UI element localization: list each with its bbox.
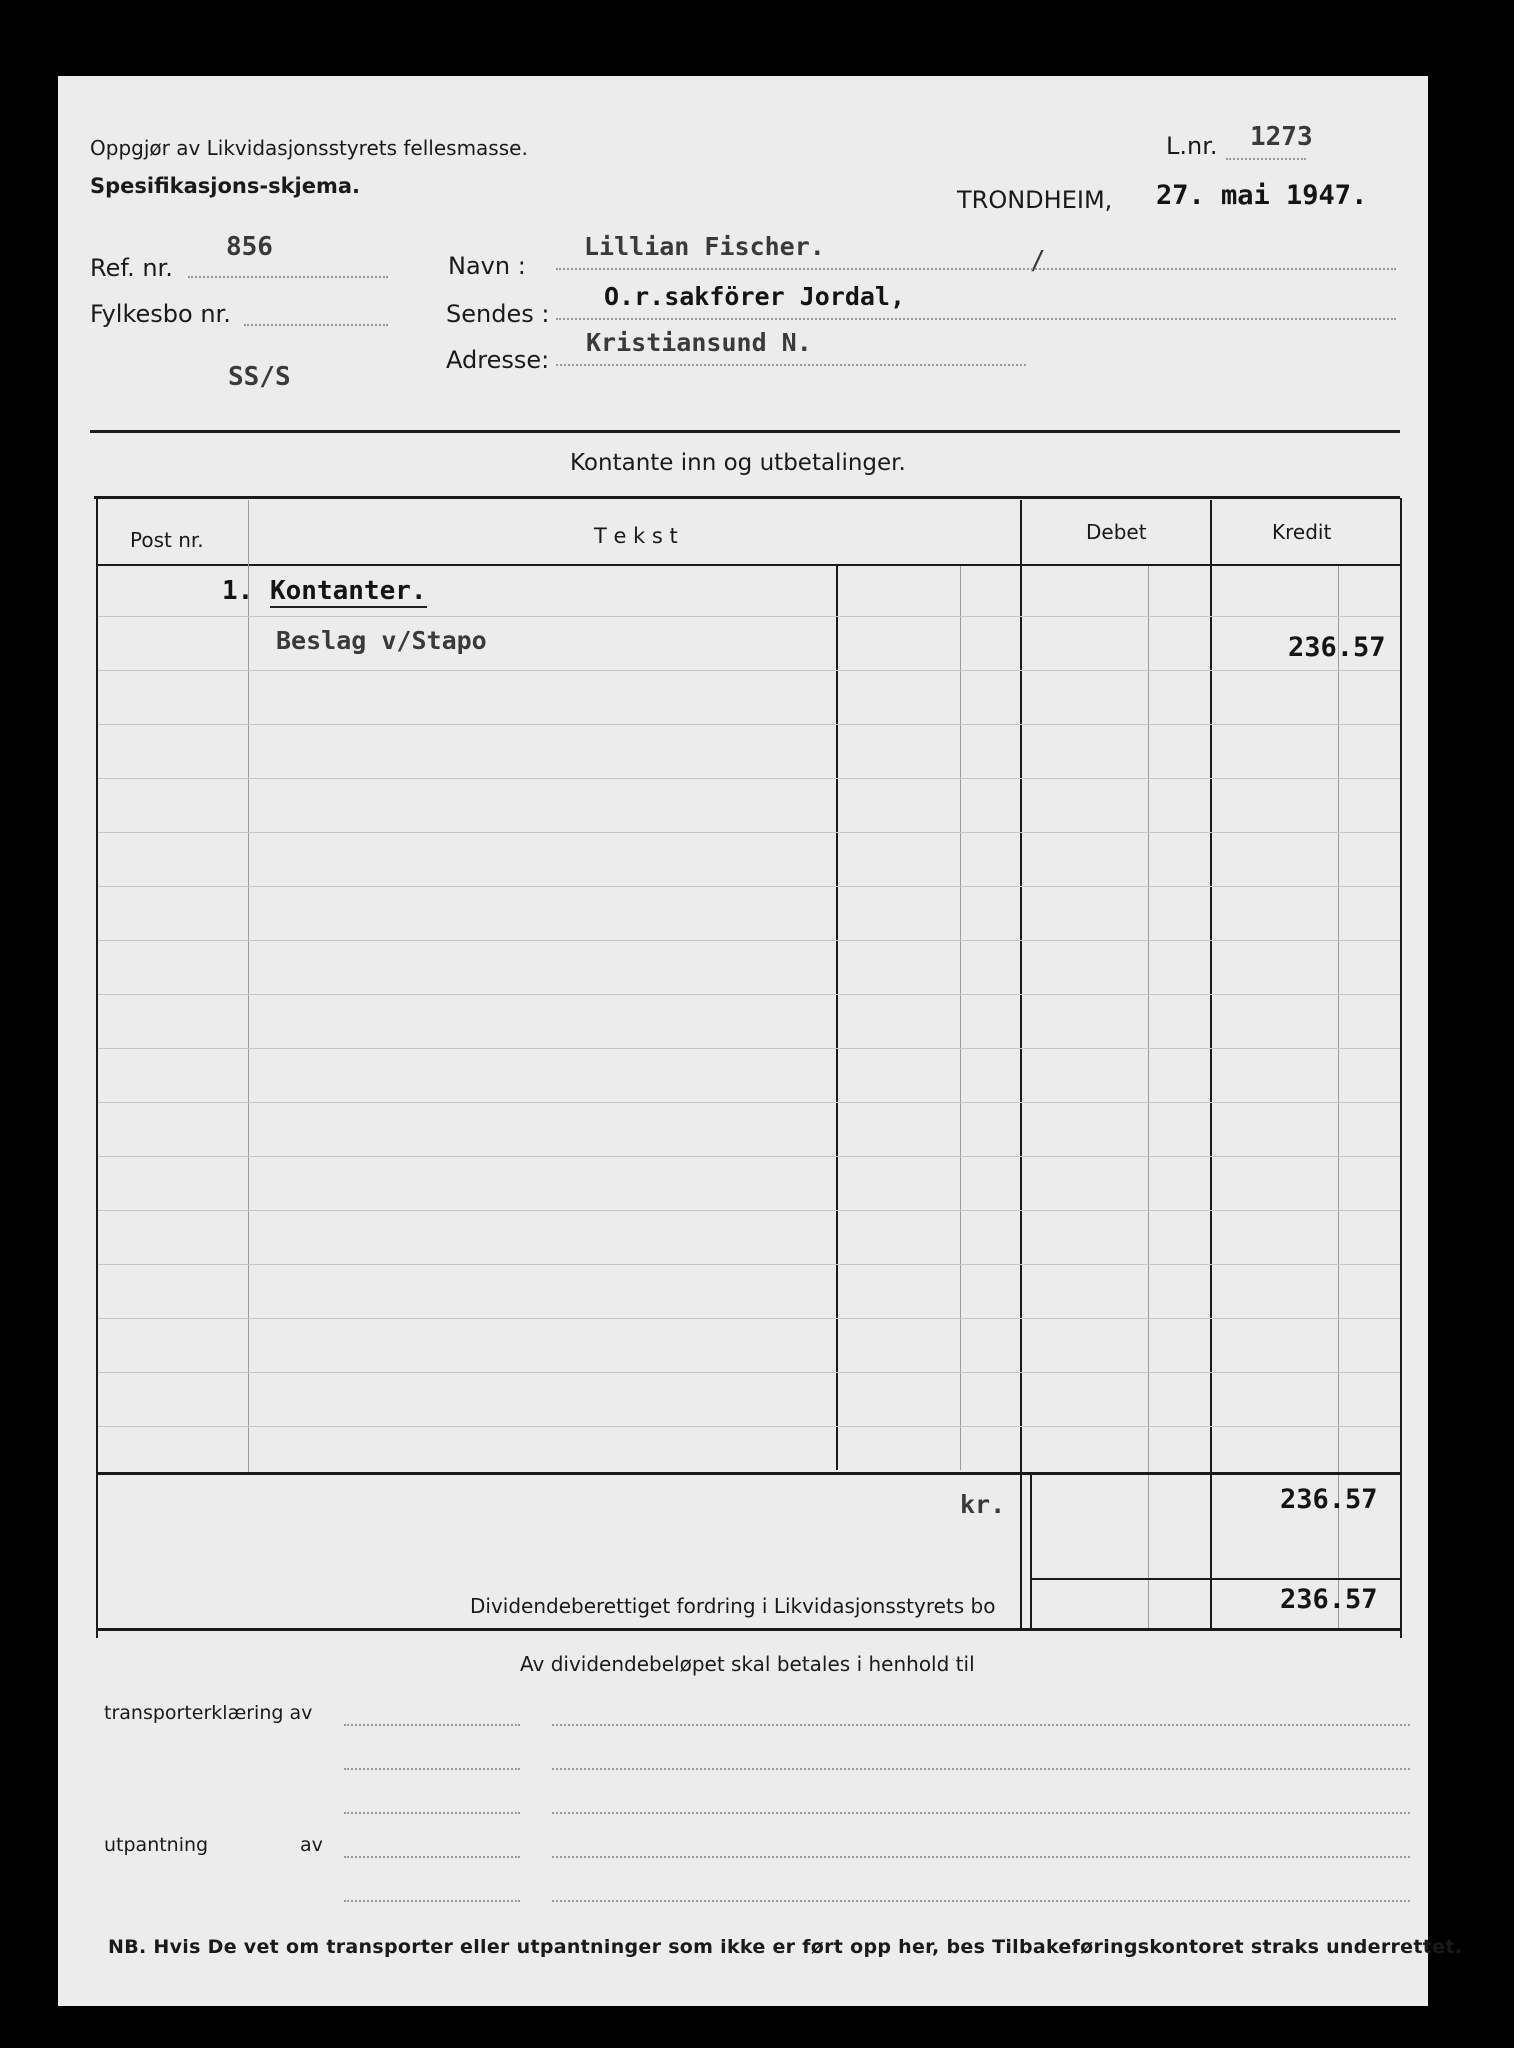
col-debet-header: Debet: [1086, 520, 1147, 544]
ruled-line: [98, 1318, 1400, 1319]
tekst-amount-divider: [836, 566, 838, 1470]
tekst-cents-divider: [960, 566, 961, 1470]
navn-mark: /: [1030, 246, 1046, 276]
transport-detail-line: [552, 1724, 1410, 1726]
city-label: TRONDHEIM,: [957, 186, 1113, 214]
ruled-line: [98, 778, 1400, 779]
total-kredit: 236.57: [1280, 1484, 1378, 1515]
table-header-rule: [96, 564, 1402, 566]
ref-dotted-line: [188, 276, 388, 278]
table-top-border: [94, 496, 1400, 499]
fylkesbo-value: SS/S: [228, 362, 291, 392]
transport-name-line: [344, 1812, 520, 1814]
ruled-line: [98, 940, 1400, 941]
form-subtitle: Spesifikasjons-skjema.: [90, 174, 361, 198]
adresse-value: Kristiansund N.: [586, 328, 812, 357]
sendes-dotted-line: [556, 318, 1396, 320]
kredit-cents-divider: [1338, 566, 1339, 1628]
ruled-line: [98, 724, 1400, 725]
transport-detail-line: [552, 1812, 1410, 1814]
debet-cents-divider: [1148, 566, 1149, 1628]
totals-top-rule: [98, 1472, 1402, 1475]
utpantning-detail-line: [552, 1856, 1410, 1858]
row-2-kredit: 236.57: [1288, 632, 1386, 663]
col-tekst-header: T e k s t: [594, 524, 678, 548]
date-value: 27. mai 1947.: [1156, 180, 1368, 211]
utpantning-av-label: av: [300, 1834, 323, 1856]
row-1-tekst: Kontanter.: [270, 576, 427, 606]
table-right-border: [1400, 498, 1402, 1638]
utpantning-name-line: [344, 1900, 520, 1902]
ruled-line: [98, 616, 1400, 617]
ruled-line: [98, 1264, 1400, 1265]
navn-value: Lillian Fischer.: [584, 232, 825, 261]
dividend-kredit: 236.57: [1280, 1584, 1378, 1615]
adresse-label: Adresse:: [446, 346, 550, 374]
navn-dotted-line: [556, 268, 1396, 270]
ruled-line: [98, 1426, 1400, 1427]
transport-name-line: [344, 1768, 520, 1770]
form-title: Oppgjør av Likvidasjonsstyrets fellesmasse.: [90, 136, 528, 160]
col-post-header: Post nr.: [130, 528, 204, 552]
ref-label: Ref. nr.: [90, 254, 173, 282]
row-1-post: 1.: [222, 576, 254, 606]
ruled-line: [98, 886, 1400, 887]
table-left-border: [96, 498, 98, 1638]
section-top-rule: [90, 430, 1400, 433]
ruled-line: [98, 1156, 1400, 1157]
ref-value: 856: [226, 232, 273, 262]
fylkesbo-label: Fylkesbo nr.: [90, 300, 231, 328]
ruled-line: [98, 1372, 1400, 1373]
utpantning-label: utpantning: [104, 1834, 209, 1856]
totals-debet-left-border: [1030, 1474, 1032, 1628]
ruled-line: [98, 1102, 1400, 1103]
ruled-line: [98, 670, 1400, 671]
sendes-label: Sendes :: [446, 300, 550, 328]
table-bottom-border: [96, 1628, 1402, 1631]
lnr-label: L.nr.: [1166, 132, 1218, 160]
nb-notice: NB. Hvis De vet om transporter eller utpantninger som ikke er ført opp her, bes Tilbakeføringskontoret straks underrettet.: [108, 1936, 1463, 1958]
pay-title: Av dividendebeløpet skal betales i henhold til: [520, 1652, 975, 1676]
col-kredit-header: Kredit: [1272, 520, 1332, 544]
navn-label: Navn :: [448, 252, 526, 280]
ruled-line: [98, 1210, 1400, 1211]
dividend-label: Dividendeberettiget fordring i Likvidasjonsstyrets bo: [470, 1594, 996, 1618]
sendes-value: O.r.sakförer Jordal,: [604, 282, 906, 311]
dividend-top-rule: [1030, 1578, 1402, 1580]
adresse-dotted-line: [556, 364, 1026, 366]
transport-name-line: [344, 1724, 520, 1726]
transport-detail-line: [552, 1768, 1410, 1770]
row-2-tekst: Beslag v/Stapo: [276, 626, 487, 655]
total-label: kr.: [960, 1490, 1006, 1519]
section-title: Kontante inn og utbetalinger.: [570, 450, 906, 476]
ruled-line: [98, 994, 1400, 995]
ruled-line: [98, 1048, 1400, 1049]
lnr-dotted-line: [1226, 158, 1306, 160]
utpantning-detail-line: [552, 1900, 1410, 1902]
utpantning-name-line: [344, 1856, 520, 1858]
col-post-divider: [248, 500, 249, 1472]
lnr-value: 1273: [1250, 122, 1313, 152]
transport-label: transporterklæring av: [104, 1702, 313, 1724]
fylkesbo-dotted-line: [244, 324, 388, 326]
ruled-line: [98, 832, 1400, 833]
